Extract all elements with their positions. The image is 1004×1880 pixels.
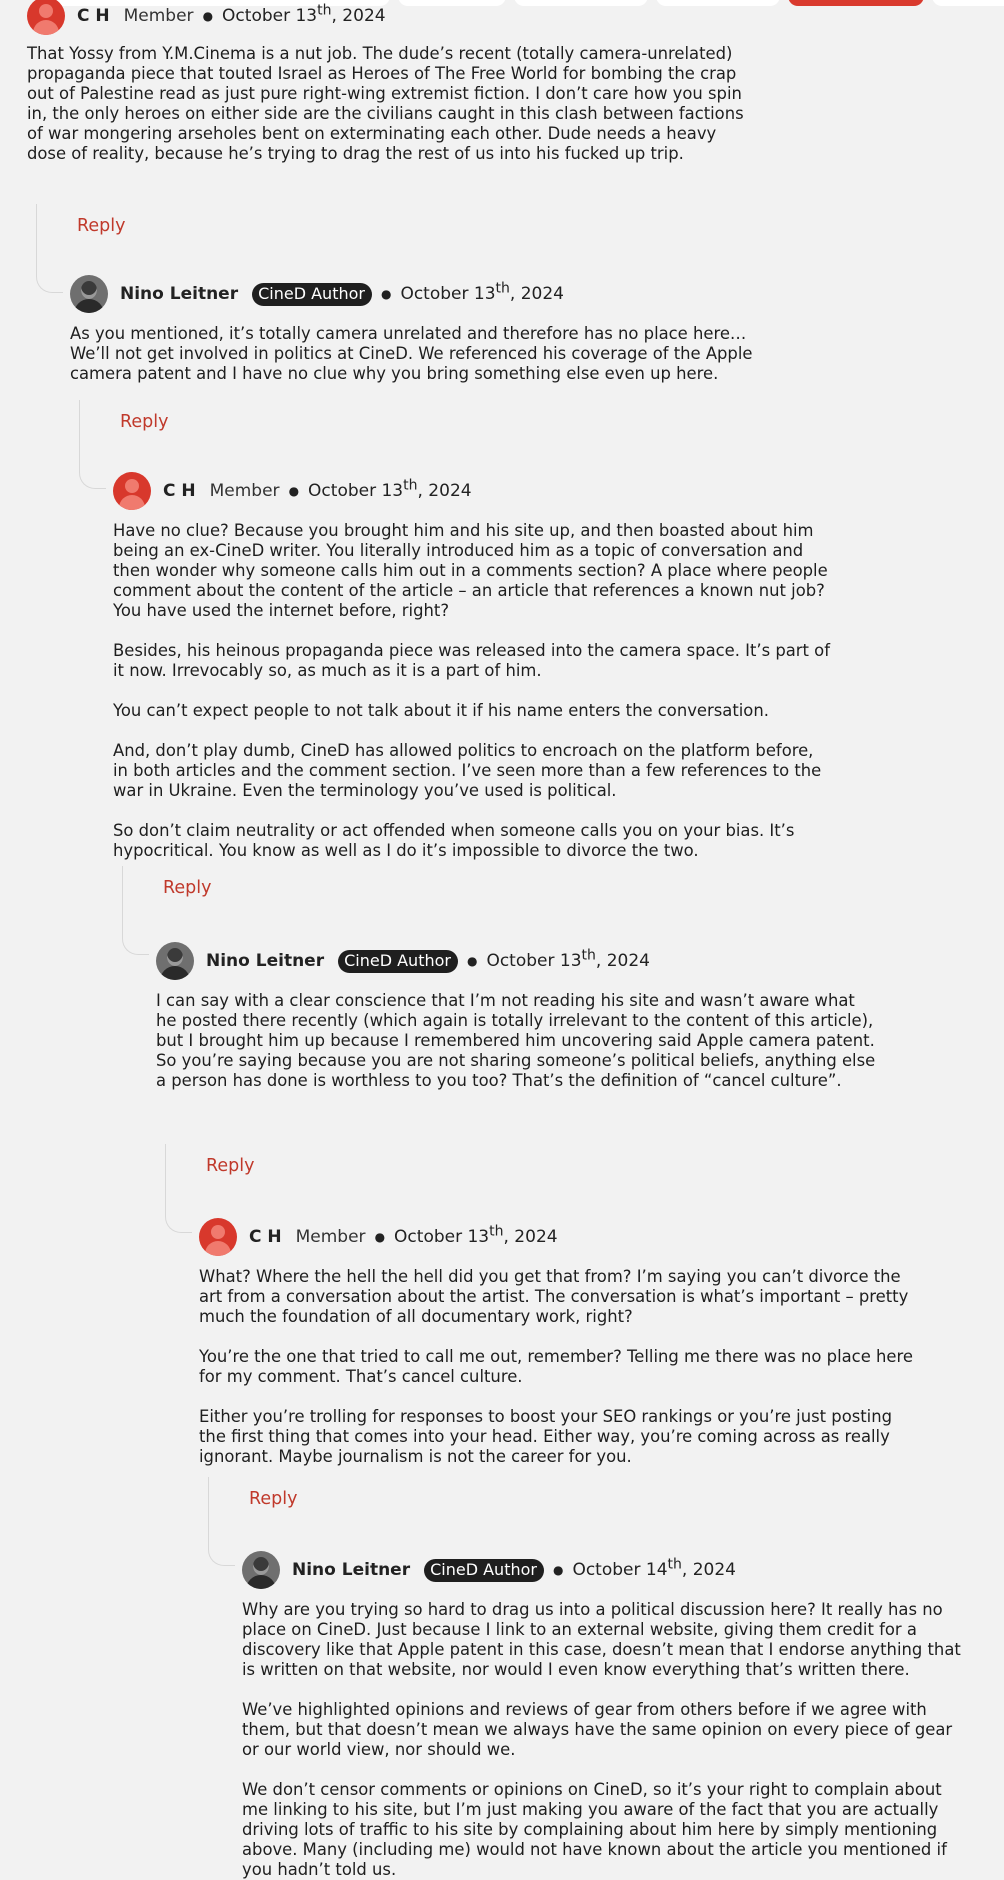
role-label: Member [209, 481, 280, 501]
comment-header [70, 274, 790, 314]
comment-body [70, 324, 790, 384]
comment-paragraph: We’ve highlighted opinions and reviews of gear from others before if we agree with them, but that doesn’t mean we always have the same opinion on every piece of gear or our world view, nor should we. [242, 1700, 953, 1759]
separator-dot: ● [374, 1230, 386, 1244]
comment-paragraph: We don’t censor comments or opinions on CineD, so it’s your right to complain about me linking to his site, but I’m just making you aware of the fact that you are actually driving lots of traffic to his site by complaining about him here by simply mentioning above. Many (including me) would not have known about the article you mentioned if you hadn’t told us. [242, 1780, 947, 1879]
commenter-name[interactable]: Nino Leitner [206, 951, 325, 971]
commenter-name[interactable]: C H [77, 6, 110, 26]
thread-connector [165, 1144, 192, 1233]
commenter-name[interactable]: Nino Leitner [120, 284, 239, 304]
comment-paragraph: Besides, his heinous propaganda piece was released into the camera space. It’s part of it now. Irrevocably so, as much as it is a part of him. [113, 641, 830, 680]
author-badge: CineD Author [338, 950, 458, 973]
member-avatar-icon [113, 472, 151, 510]
commenter-name[interactable]: C H [163, 481, 196, 501]
author-badge: CineD Author [424, 1559, 544, 1582]
comment-paragraph: Have no clue? Because you brought him and his site up, and then boasted about him being an ex-CineD writer. You literally introduced him as a topic of conversation and then wonder why someone calls him out in a comments section? A place where people comment about the content of the article – an article that references a known nut job? You have used the internet before, right? [113, 521, 828, 620]
thread-connector [36, 204, 63, 293]
role-label: Member [123, 6, 194, 26]
separator-dot: ● [552, 1563, 564, 1577]
thread-connector [122, 866, 149, 955]
member-avatar-icon [27, 0, 65, 35]
comment-paragraph: I can say with a clear conscience that I’m not reading his site and wasn’t aware what he posted there recently (which again is totally irrelevant to the content of this article), but I brought him up because I remembered him uncovering said Apple camera patent. So you’re saying because you are not sharing someone’s political beliefs, anything else a person has done is worthless to you too? That’s the definition of “cancel culture”. [156, 991, 876, 1090]
comment-date: October 14th, 2024 [572, 1556, 736, 1580]
reply-button[interactable]: Reply [163, 878, 212, 898]
thread-connector [208, 1477, 235, 1566]
comment [242, 1550, 962, 1880]
separator-dot: ● [466, 954, 478, 968]
comment-header [27, 0, 747, 36]
comment-paragraph: That Yossy from Y.M.Cinema is a nut job. The dude’s recent (totally camera-unrelated) propaganda piece that touted Israel as Heroes of The Free World for bombing the crap out of Palestine read as just pure right-wing extremist fiction. I don’t care how you spin in, the only heroes on either side are the civilians caught in this clash between factions of war mongering arseholes bent on exterminating each other. Dude needs a heavy dose of reality, because he’s trying to drag the rest of us into his fucked up trip. [27, 44, 744, 163]
comment-date: October 13th, 2024 [486, 947, 650, 971]
separator-dot: ● [288, 484, 300, 498]
separator-dot: ● [202, 9, 214, 23]
comment-date: October 13th, 2024 [222, 2, 386, 26]
comment [199, 1217, 919, 1467]
author-avatar-icon [242, 1551, 280, 1589]
comment-header [199, 1217, 919, 1257]
comment-paragraph: You’re the one that tried to call me out, remember? Telling me there was no place here for my comment. That’s cancel culture. [199, 1347, 913, 1386]
comment-paragraph: And, don’t play dumb, CineD has allowed politics to encroach on the platform before, in both articles and the comment section. I’ve seen more than a few references to the war in Ukraine. Even the terminology you’ve used is political. [113, 741, 822, 800]
comment-paragraph: Either you’re trolling for responses to boost your SEO rankings or you’re just posting the first thing that comes into your head. Either way, you’re coming across as really ignorant. Maybe journalism is not the career for you. [199, 1407, 893, 1466]
comment-header [113, 471, 833, 511]
comment-paragraph: What? Where the hell the hell did you get that from? I’m saying you can’t divorce the art from a conversation about the artist. The conversation is what’s important – pretty much the foundation of all documentary work, right? [199, 1267, 909, 1326]
role-label: Member [295, 1227, 366, 1247]
reply-button[interactable]: Reply [77, 216, 126, 236]
author-avatar-icon [70, 275, 108, 313]
comment [70, 274, 790, 384]
author-badge: CineD Author [252, 283, 372, 306]
commenter-name[interactable]: C H [249, 1227, 282, 1247]
comment-date: October 13th, 2024 [308, 477, 472, 501]
comment-header [242, 1550, 962, 1590]
reply-button[interactable]: Reply [206, 1156, 255, 1176]
reply-button[interactable]: Reply [120, 412, 169, 432]
commenter-name[interactable]: Nino Leitner [292, 1560, 411, 1580]
member-avatar-icon [199, 1218, 237, 1256]
comment-body [27, 44, 747, 164]
comment-body [113, 521, 833, 861]
comment-date: October 13th, 2024 [394, 1223, 558, 1247]
comment [27, 0, 747, 164]
comment-body [242, 1600, 962, 1880]
author-avatar-icon [156, 942, 194, 980]
comment-header [156, 941, 876, 981]
comment-paragraph: As you mentioned, it’s totally camera unrelated and therefore has no place here… We’ll not get involved in politics at CineD. We referenced his coverage of the Apple camera patent and I have no clue why you bring something else even up here. [70, 324, 753, 383]
comment-body [199, 1267, 919, 1467]
comment-date: October 13th, 2024 [400, 280, 564, 304]
thread-connector [79, 400, 106, 489]
filter-pill[interactable] [932, 0, 1004, 6]
comment-body [156, 991, 876, 1091]
separator-dot: ● [380, 287, 392, 301]
comment [156, 941, 876, 1091]
comment [113, 471, 833, 861]
filter-pill-active[interactable] [788, 0, 924, 6]
comment-paragraph: You can’t expect people to not talk about it if his name enters the conversation. [113, 701, 769, 720]
comment-paragraph: So don’t claim neutrality or act offended when someone calls you on your bias. It’s hypocritical. You know as well as I do it’s impossible to divorce the two. [113, 821, 795, 860]
comment-paragraph: Why are you trying so hard to drag us into a political discussion here? It really has no place on CineD. Just because I link to an external website, giving them credit for a discovery like that Apple patent in this case, doesn’t mean that I endorse anything that is written on that website, nor would I even know everything that’s written there. [242, 1600, 961, 1679]
reply-button[interactable]: Reply [249, 1489, 298, 1509]
